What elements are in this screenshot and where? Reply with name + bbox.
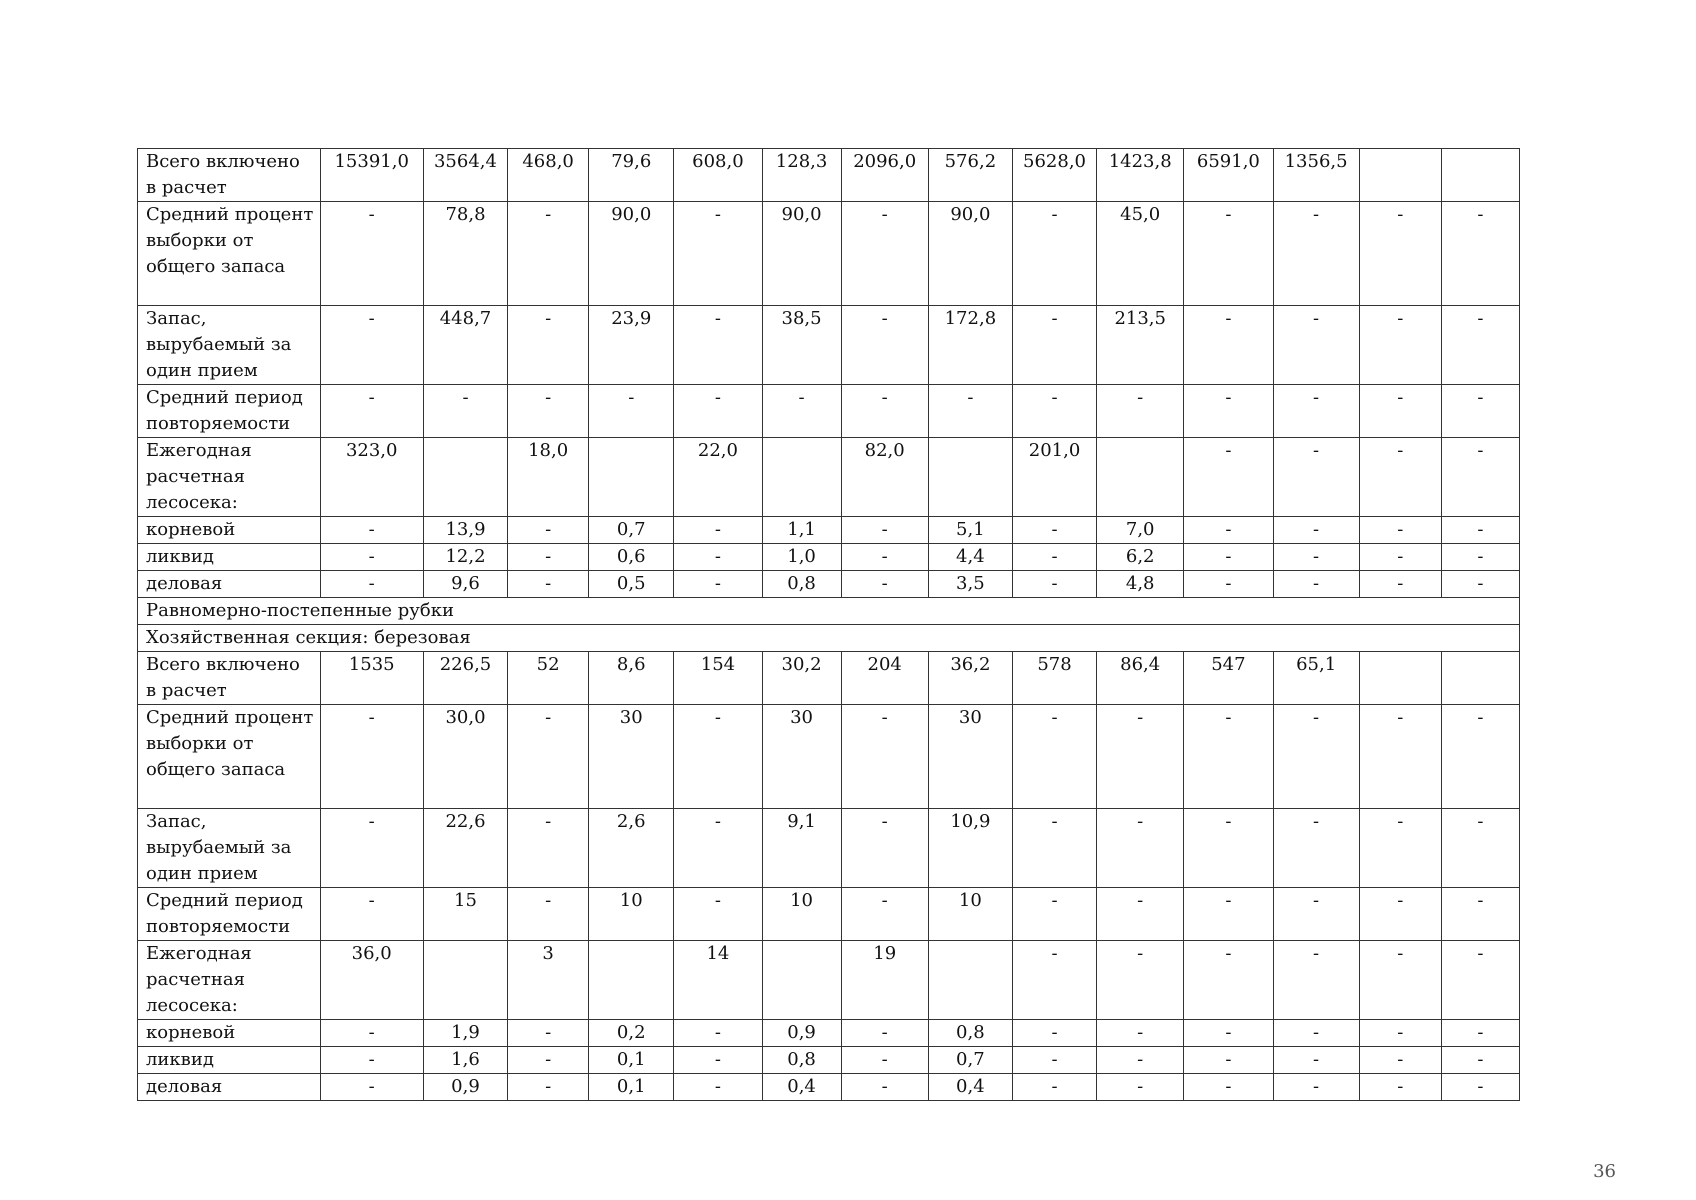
table-cell: - [1359, 517, 1441, 544]
table-cell: 45,0 [1097, 202, 1184, 306]
table-cell: - [1441, 705, 1519, 809]
table-cell: 52 [508, 652, 589, 705]
table-cell: - [1012, 1074, 1096, 1101]
table-cell: - [1359, 306, 1441, 385]
table-cell: - [1273, 202, 1359, 306]
table-cell: - [1184, 888, 1273, 941]
table-cell: - [320, 517, 423, 544]
table-cell: 23,9 [589, 306, 674, 385]
table-cell: 30 [928, 705, 1012, 809]
table-cell: 36,0 [320, 941, 423, 1020]
table-cell: - [1359, 705, 1441, 809]
table-cell: - [508, 544, 589, 571]
table-cell: - [1012, 705, 1096, 809]
allowable-cut-table [137, 148, 1520, 1101]
table-cell: - [1184, 517, 1273, 544]
table-cell: 468,0 [508, 149, 589, 202]
table-cell: - [1273, 705, 1359, 809]
table-cell: - [1359, 888, 1441, 941]
table-cell: - [1097, 888, 1184, 941]
table-cell: - [674, 517, 762, 544]
table-cell: 10 [762, 888, 841, 941]
table-cell: - [1441, 571, 1519, 598]
table-row [138, 517, 1520, 544]
table-cell: - [1273, 941, 1359, 1020]
table-cell: 576,2 [928, 149, 1012, 202]
table-cell: 30 [762, 705, 841, 809]
block2-body [138, 652, 1520, 1101]
table-cell: - [1441, 1074, 1519, 1101]
table-cell: 0,2 [589, 1020, 674, 1047]
row-label: ликвид [138, 1047, 321, 1074]
table-cell: 0,4 [762, 1074, 841, 1101]
table-cell [423, 438, 507, 517]
table-row [138, 571, 1520, 598]
table-cell: 226,5 [423, 652, 507, 705]
table-cell: 90,0 [589, 202, 674, 306]
table-cell: - [841, 202, 928, 306]
table-cell: - [1097, 941, 1184, 1020]
table-cell: - [1359, 1020, 1441, 1047]
table-cell: 1535 [320, 652, 423, 705]
table-cell: - [1012, 202, 1096, 306]
table-row [138, 306, 1520, 385]
table-cell: - [1012, 888, 1096, 941]
table-row [138, 652, 1520, 705]
table-cell: 608,0 [674, 149, 762, 202]
table-cell: - [1273, 438, 1359, 517]
row-label: корневой [138, 517, 321, 544]
table-cell: - [1359, 571, 1441, 598]
table-cell: 1,0 [762, 544, 841, 571]
table-cell: - [674, 809, 762, 888]
table-cell: - [1184, 438, 1273, 517]
table-row [138, 1074, 1520, 1101]
table-cell: 78,8 [423, 202, 507, 306]
table-cell: - [508, 1047, 589, 1074]
table-cell [1441, 652, 1519, 705]
table-cell: 10 [589, 888, 674, 941]
table-cell: - [1441, 438, 1519, 517]
table-row [138, 202, 1520, 306]
table-cell: 10,9 [928, 809, 1012, 888]
table-cell: - [508, 1020, 589, 1047]
table-cell: - [674, 888, 762, 941]
table-cell: - [1184, 809, 1273, 888]
table-cell: - [1441, 809, 1519, 888]
table-cell: 2096,0 [841, 149, 928, 202]
table-cell: - [1273, 306, 1359, 385]
table-cell: - [841, 888, 928, 941]
table-cell: 30 [589, 705, 674, 809]
table-cell: - [1273, 1047, 1359, 1074]
table-cell: - [1441, 1020, 1519, 1047]
table-cell: - [674, 306, 762, 385]
table-cell: 1356,5 [1273, 149, 1359, 202]
table-cell: - [320, 385, 423, 438]
table-cell: - [841, 809, 928, 888]
table-cell: - [1441, 941, 1519, 1020]
table-cell [928, 438, 1012, 517]
table-cell: - [320, 1047, 423, 1074]
table-cell [1097, 438, 1184, 517]
table-cell: 30,2 [762, 652, 841, 705]
table-cell: 201,0 [1012, 438, 1096, 517]
table-cell: - [1184, 941, 1273, 1020]
table-cell: - [1184, 385, 1273, 438]
table-cell: 9,1 [762, 809, 841, 888]
table-cell: 38,5 [762, 306, 841, 385]
table-cell: 10 [928, 888, 1012, 941]
table-cell: 22,0 [674, 438, 762, 517]
table-cell: - [1441, 306, 1519, 385]
table-cell: - [928, 385, 1012, 438]
table-row [138, 149, 1520, 202]
row-label: Средний процент выборки от общего запаса [138, 202, 321, 306]
table-cell: - [1441, 202, 1519, 306]
table-cell: - [1012, 306, 1096, 385]
table-cell: 547 [1184, 652, 1273, 705]
table-cell: - [508, 571, 589, 598]
table-cell: - [1012, 1047, 1096, 1074]
table-cell: - [1012, 385, 1096, 438]
row-label: Средний процент выборки от общего запаса [138, 705, 321, 809]
table-cell: - [508, 809, 589, 888]
table-cell: 4,4 [928, 544, 1012, 571]
table-cell: - [841, 517, 928, 544]
table-cell: - [508, 202, 589, 306]
document-table-container [137, 148, 1520, 1101]
table-cell: - [1184, 1047, 1273, 1074]
table-cell: - [1359, 385, 1441, 438]
table-cell: - [1441, 517, 1519, 544]
block1-body [138, 149, 1520, 598]
table-cell: - [320, 1074, 423, 1101]
table-cell: 12,2 [423, 544, 507, 571]
row-label: Всего включено в расчет [138, 652, 321, 705]
table-cell: 0,1 [589, 1047, 674, 1074]
table-cell: 0,8 [928, 1020, 1012, 1047]
table-row [138, 544, 1520, 571]
table-cell [928, 941, 1012, 1020]
table-cell: 7,0 [1097, 517, 1184, 544]
table-cell: - [1441, 1047, 1519, 1074]
table-cell: - [423, 385, 507, 438]
table-cell: 79,6 [589, 149, 674, 202]
table-cell: - [1097, 1074, 1184, 1101]
table-cell: - [320, 571, 423, 598]
table-cell: - [1012, 544, 1096, 571]
table-cell: - [1012, 517, 1096, 544]
table-cell: - [762, 385, 841, 438]
table-cell: 0,8 [762, 1047, 841, 1074]
table-cell [1441, 149, 1519, 202]
table-cell: - [320, 888, 423, 941]
table-cell: 18,0 [508, 438, 589, 517]
table-cell: - [1359, 1047, 1441, 1074]
table-cell: - [1359, 1074, 1441, 1101]
table-cell: - [320, 306, 423, 385]
table-cell: 5,1 [928, 517, 1012, 544]
table-cell: - [1441, 888, 1519, 941]
table-cell: - [1012, 571, 1096, 598]
table-cell: - [320, 809, 423, 888]
table-cell: - [1359, 941, 1441, 1020]
table-cell: 3,5 [928, 571, 1012, 598]
row-label: корневой [138, 1020, 321, 1047]
table-cell: 2,6 [589, 809, 674, 888]
table-cell: 6591,0 [1184, 149, 1273, 202]
table-cell: - [841, 544, 928, 571]
table-cell: - [674, 202, 762, 306]
table-cell: - [320, 705, 423, 809]
section-row [138, 598, 1520, 625]
table-row [138, 1047, 1520, 1074]
table-cell: - [674, 385, 762, 438]
table-cell [762, 438, 841, 517]
table-row [138, 1020, 1520, 1047]
table-cell: - [841, 1020, 928, 1047]
table-cell [1359, 149, 1441, 202]
table-cell: 3564,4 [423, 149, 507, 202]
table-cell: - [674, 705, 762, 809]
table-cell: - [1097, 705, 1184, 809]
table-cell: 65,1 [1273, 652, 1359, 705]
row-label: Запас, вырубаемый за один прием [138, 306, 321, 385]
table-cell: - [508, 385, 589, 438]
section-headers [138, 598, 1520, 652]
table-cell: 0,7 [589, 517, 674, 544]
row-label: Средний период повторяемости [138, 888, 321, 941]
table-cell: 86,4 [1097, 652, 1184, 705]
table-cell: - [1184, 544, 1273, 571]
table-cell: - [1097, 1020, 1184, 1047]
table-cell: - [674, 1047, 762, 1074]
table-cell: 0,8 [762, 571, 841, 598]
table-cell: 0,7 [928, 1047, 1012, 1074]
table-cell: 14 [674, 941, 762, 1020]
table-cell: 0,6 [589, 544, 674, 571]
table-cell: 1,6 [423, 1047, 507, 1074]
table-row [138, 809, 1520, 888]
table-cell: - [841, 306, 928, 385]
table-cell: 213,5 [1097, 306, 1184, 385]
table-cell: 15391,0 [320, 149, 423, 202]
row-label: Ежегодная расчетная лесосека: [138, 941, 321, 1020]
table-cell [589, 941, 674, 1020]
table-cell: - [508, 888, 589, 941]
table-cell [762, 941, 841, 1020]
table-cell: 15 [423, 888, 507, 941]
table-cell: - [1359, 809, 1441, 888]
table-cell: 90,0 [928, 202, 1012, 306]
section-title-economic: Хозяйственная секция: березовая [138, 625, 1520, 652]
table-cell: - [1273, 888, 1359, 941]
table-cell: - [1273, 544, 1359, 571]
table-cell: - [841, 1074, 928, 1101]
row-label: Всего включено в расчет [138, 149, 321, 202]
table-cell: 0,9 [762, 1020, 841, 1047]
table-cell: 0,1 [589, 1074, 674, 1101]
row-label: деловая [138, 571, 321, 598]
table-cell [1359, 652, 1441, 705]
row-label: ликвид [138, 544, 321, 571]
section-title-cutting: Равномерно-постепенные рубки [138, 598, 1520, 625]
table-cell: - [674, 571, 762, 598]
table-cell: - [320, 544, 423, 571]
table-cell: - [1273, 385, 1359, 438]
table-cell: - [1441, 385, 1519, 438]
table-cell: 3 [508, 941, 589, 1020]
table-cell: - [508, 1074, 589, 1101]
table-cell: 1,9 [423, 1020, 507, 1047]
section-row [138, 625, 1520, 652]
table-cell: 30,0 [423, 705, 507, 809]
table-cell: - [1359, 544, 1441, 571]
table-cell: - [841, 385, 928, 438]
table-cell: 0,9 [423, 1074, 507, 1101]
table-cell: - [1097, 385, 1184, 438]
table-row [138, 705, 1520, 809]
table-cell: - [841, 705, 928, 809]
table-cell: 172,8 [928, 306, 1012, 385]
table-cell: 9,6 [423, 571, 507, 598]
page-number: 36 [1593, 1161, 1616, 1182]
table-cell: 1,1 [762, 517, 841, 544]
table-cell: - [1012, 941, 1096, 1020]
table-cell: 154 [674, 652, 762, 705]
table-cell: - [1012, 809, 1096, 888]
table-cell: - [1184, 705, 1273, 809]
table-cell: 204 [841, 652, 928, 705]
table-row [138, 888, 1520, 941]
row-label: Средний период повторяемости [138, 385, 321, 438]
table-cell: 4,8 [1097, 571, 1184, 598]
table-row [138, 438, 1520, 517]
table-cell: 0,4 [928, 1074, 1012, 1101]
table-row [138, 385, 1520, 438]
table-cell: - [508, 306, 589, 385]
table-cell: 8,6 [589, 652, 674, 705]
table-cell: - [1184, 306, 1273, 385]
table-cell: 6,2 [1097, 544, 1184, 571]
table-cell: - [1359, 438, 1441, 517]
table-cell: - [1184, 571, 1273, 598]
table-cell: - [1097, 1047, 1184, 1074]
table-cell: - [1273, 1074, 1359, 1101]
table-cell: - [1184, 202, 1273, 306]
table-cell: - [1273, 1020, 1359, 1047]
table-cell: 448,7 [423, 306, 507, 385]
table-cell: - [1097, 809, 1184, 888]
table-cell: - [841, 571, 928, 598]
table-cell: 82,0 [841, 438, 928, 517]
table-cell: - [1359, 202, 1441, 306]
table-cell: - [1012, 1020, 1096, 1047]
table-row [138, 941, 1520, 1020]
table-cell: 19 [841, 941, 928, 1020]
table-cell: - [320, 202, 423, 306]
table-cell: - [589, 385, 674, 438]
table-cell: 1423,8 [1097, 149, 1184, 202]
table-cell: - [674, 1074, 762, 1101]
table-cell: - [674, 544, 762, 571]
table-cell: - [1273, 571, 1359, 598]
table-cell: - [508, 517, 589, 544]
row-label: Запас, вырубаемый за один прием [138, 809, 321, 888]
table-cell: - [1441, 544, 1519, 571]
table-cell: - [1184, 1020, 1273, 1047]
table-cell: - [1184, 1074, 1273, 1101]
table-cell: 36,2 [928, 652, 1012, 705]
table-cell: 128,3 [762, 149, 841, 202]
table-cell: 22,6 [423, 809, 507, 888]
table-cell: 323,0 [320, 438, 423, 517]
table-cell [589, 438, 674, 517]
table-cell: 5628,0 [1012, 149, 1096, 202]
table-cell: 578 [1012, 652, 1096, 705]
row-label: деловая [138, 1074, 321, 1101]
table-cell: 90,0 [762, 202, 841, 306]
row-label: Ежегодная расчетная лесосека: [138, 438, 321, 517]
table-cell: 0,5 [589, 571, 674, 598]
table-cell: - [674, 1020, 762, 1047]
table-cell: - [1273, 517, 1359, 544]
table-cell: - [841, 1047, 928, 1074]
table-cell: 13,9 [423, 517, 507, 544]
table-cell: - [508, 705, 589, 809]
table-cell [423, 941, 507, 1020]
table-cell: - [1273, 809, 1359, 888]
table-cell: - [320, 1020, 423, 1047]
